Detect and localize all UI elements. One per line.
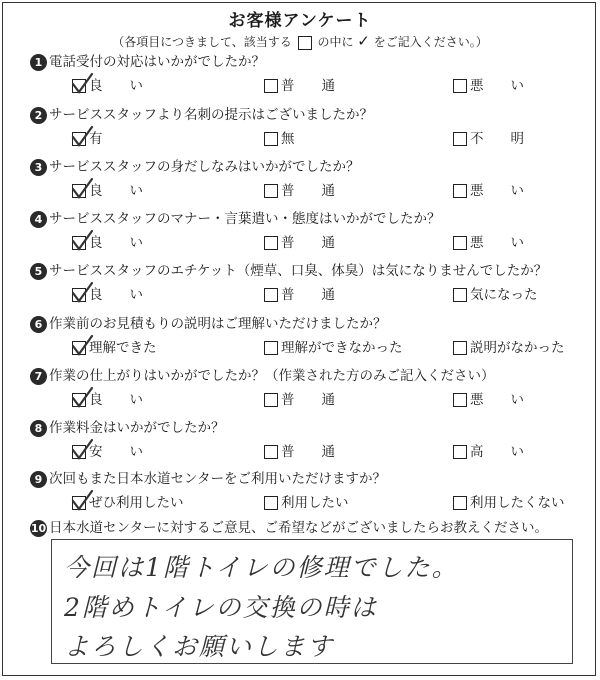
option-q5-2[interactable] [264,285,335,305]
checkbox[interactable] [72,184,86,198]
instruction-line [0,32,600,50]
option-q5-1[interactable] [72,285,143,305]
option-label: 普 通 [281,444,335,460]
option-label: 普 通 [281,78,335,94]
question-6 [30,314,387,334]
checkbox[interactable] [453,341,467,355]
option-q4-1[interactable] [72,233,143,253]
question-number-badge: 10 [30,521,47,535]
option-q9-3[interactable] [453,493,565,513]
question-text: 電話受付の対応はいかがでしたか？ [49,54,265,70]
option-label: 普 通 [281,235,335,251]
checkbox[interactable] [264,288,278,302]
question-number-badge: 7 [30,368,47,385]
checkbox[interactable] [453,445,467,459]
checkbox[interactable] [72,496,86,510]
option-q3-2[interactable] [264,181,335,201]
option-q5-3[interactable] [453,285,538,305]
option-q6-1[interactable] [72,338,157,358]
question-text: 日本水道センターに対するご意見、ご希望などがございましたらお教えください。 [49,520,548,536]
question-text: 次回もまた日本水道センターをご利用いただけますか？ [49,471,386,487]
option-label: 理解ができなかった [281,340,403,356]
question-5 [30,261,547,281]
question-text: 作業料金はいかがでしたか？ [49,420,225,436]
option-label: 普 通 [281,183,335,199]
question-number-badge: 8 [30,420,47,437]
question-text: サービススタッフの身だしなみはいかがでしたか？ [49,159,360,175]
checkbox[interactable] [72,79,86,93]
question-number-badge: 5 [30,263,47,280]
option-q8-3[interactable] [453,442,524,462]
option-label: 良 い [89,183,143,199]
check-mark-icon: ✓ [357,32,370,50]
option-q4-2[interactable] [264,233,335,253]
checkbox[interactable] [264,445,278,459]
checkbox[interactable] [72,288,86,302]
question-text: 作業前のお見積もりの説明はご理解いただけましたか？ [49,316,387,332]
question-1 [30,52,265,72]
option-q1-1[interactable] [72,76,143,96]
option-q8-2[interactable] [264,442,335,462]
question-number-badge: 3 [30,159,47,176]
option-label: 良 い [89,78,143,94]
option-q2-2[interactable] [264,129,295,149]
checkbox[interactable] [264,341,278,355]
question-8 [30,418,225,438]
option-q7-2[interactable] [264,390,335,410]
checkbox[interactable] [264,132,278,146]
checkbox[interactable] [453,236,467,250]
question-number-badge: 9 [30,471,47,488]
question-3 [30,157,360,177]
option-label: 有 [89,131,103,147]
checkbox[interactable] [72,341,86,355]
check-mark-icon [70,386,94,410]
question-10 [30,518,548,538]
option-q6-2[interactable] [264,338,403,358]
checkbox[interactable] [453,79,467,93]
checkbox[interactable] [72,393,86,407]
checkbox[interactable] [264,79,278,93]
question-number-badge: 1 [30,54,47,71]
option-label: 悪 い [470,235,524,251]
option-label: 無 [281,131,295,147]
option-label: 高 い [470,444,524,460]
question-7 [30,366,495,386]
comment-line: よろしくお願いします [64,632,335,661]
option-q4-3[interactable] [453,233,524,253]
option-q7-1[interactable] [72,390,143,410]
check-mark-icon [70,177,94,201]
check-mark-icon [70,229,94,253]
empty-box-icon [298,36,312,50]
checkbox[interactable] [264,184,278,198]
option-q3-1[interactable] [72,181,143,201]
checkbox[interactable] [72,236,86,250]
option-label: 悪 い [470,183,524,199]
option-label: 悪 い [470,392,524,408]
option-label: 悪 い [470,78,524,94]
question-4 [30,209,441,229]
question-number-badge: 6 [30,316,47,333]
page-title: お客様アンケート [228,11,372,31]
question-text: サービススタッフのマナー・言葉遣い・態度はいかがでしたか？ [49,211,441,227]
option-label: 良 い [89,287,143,303]
check-mark-icon [70,281,94,305]
option-q6-3[interactable] [453,338,565,358]
checkbox[interactable] [72,132,86,146]
checkbox[interactable] [453,393,467,407]
check-mark-icon [70,489,94,513]
option-label: 説明がなかった [470,340,565,356]
question-text: サービススタッフのエチケット（煙草、口臭、体臭）は気になりませんでしたか？ [49,263,548,279]
comment-line: 2階めトイレの交換の時は [64,593,378,622]
checkbox[interactable] [453,184,467,198]
check-mark-icon [70,125,94,149]
option-q7-3[interactable] [453,390,524,410]
option-q1-2[interactable] [264,76,335,96]
option-label: 良 い [89,235,143,251]
option-q9-1[interactable] [72,493,184,513]
option-label: 安 い [89,444,143,460]
option-label: 不 明 [470,131,524,147]
option-q9-2[interactable] [264,493,349,513]
option-q3-3[interactable] [453,181,524,201]
checkbox[interactable] [264,236,278,250]
option-label: 良 い [89,392,143,408]
check-mark-icon [70,72,94,96]
check-mark-icon [70,334,94,358]
option-label: 理解できた [89,340,157,356]
option-label: ぜひ利用したい [89,495,184,511]
option-label: 普 通 [281,287,335,303]
option-q2-1[interactable] [72,129,103,149]
option-label: 気になった [470,287,538,303]
question-9 [30,469,386,489]
option-label: 普 通 [281,392,335,408]
question-2 [30,105,373,125]
checkbox[interactable] [453,496,467,510]
checkbox[interactable] [453,288,467,302]
option-label: 利用したい [281,495,349,511]
option-label: 利用したくない [470,495,565,511]
checkbox[interactable] [264,496,278,510]
option-q2-3[interactable] [453,129,524,149]
instruction-after: の中に [317,35,354,49]
option-q8-1[interactable] [72,442,143,462]
checkbox[interactable] [453,132,467,146]
comment-line: 今回は1階トイレの修理でした。 [64,553,459,582]
instruction-before: （各項目につきまして、該当する [112,35,292,49]
checkbox[interactable] [72,445,86,459]
question-number-badge: 2 [30,107,47,124]
option-q1-3[interactable] [453,76,524,96]
check-mark-icon [70,438,94,462]
question-number-badge: 4 [30,211,47,228]
checkbox[interactable] [264,393,278,407]
question-text: 作業の仕上がりはいかがでしたか？（作業された方のみご記入ください） [49,368,495,384]
question-text: サービススタッフより名刺の提示はございましたか？ [49,107,373,123]
instruction-end: をご記入ください。） [373,35,488,49]
